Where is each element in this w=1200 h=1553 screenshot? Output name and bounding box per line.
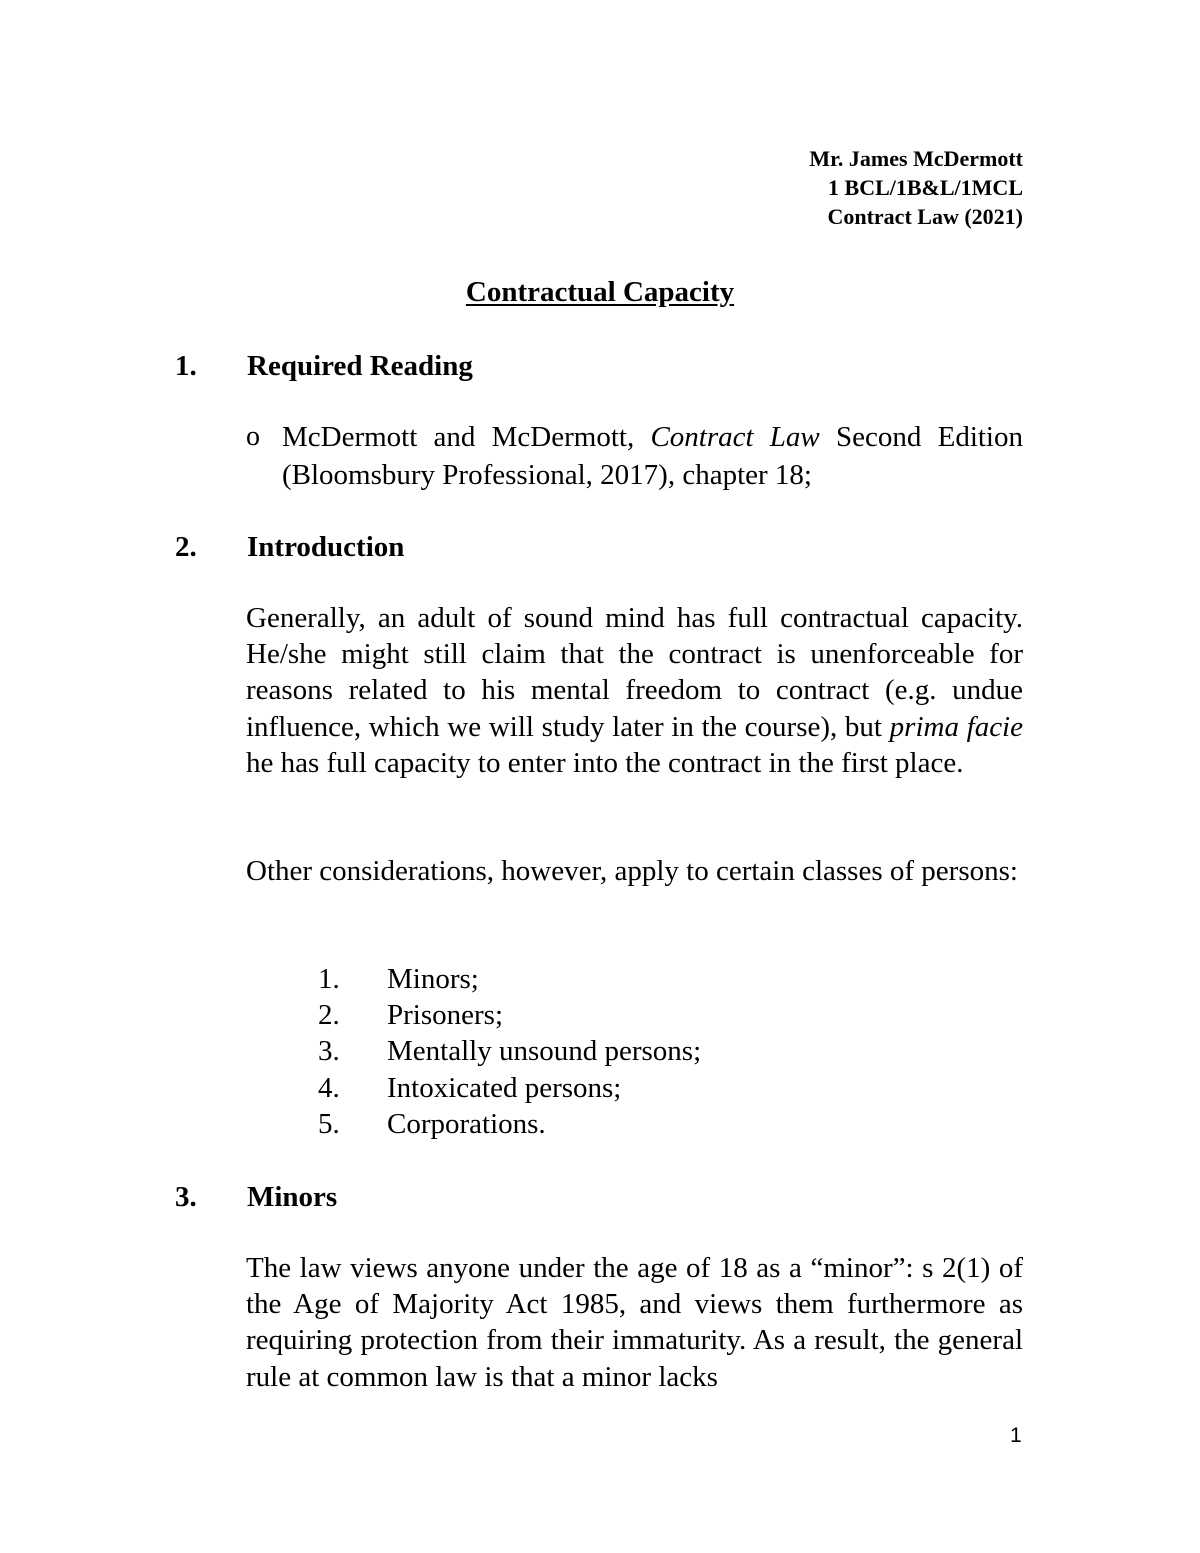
page-number: 1 (1010, 1424, 1022, 1447)
list-item (318, 961, 701, 997)
paragraph-text: he has full capacity to enter into the contract in the first place. (246, 746, 964, 779)
classes-paragraph: Other considerations, however, apply to certain classes of persons: (246, 855, 1018, 887)
course-title: Contract Law (2021) (827, 204, 1023, 229)
reading-citation (282, 418, 1023, 494)
list-number: 3. (318, 1035, 340, 1068)
author-name: Mr. James McDermott (809, 146, 1023, 171)
course-codes: 1 BCL/1B&L/1MCL (828, 175, 1023, 200)
list-item (318, 1033, 701, 1069)
citation-details: Second Edition (Bloomsbury Professional, 2017), chapter 18; (282, 421, 1023, 491)
list-number: 4. (318, 1071, 340, 1104)
section-heading-minors (175, 1177, 337, 1217)
paragraph-text: Generally, an adult of sound mind has full contractual capacity. He/she might still claim that the contract is unenforceable for reasons related to his mental freedom to contract (e.g. undue influence, which we will study later in the course), but (246, 602, 1023, 743)
section-title: Required Reading (247, 350, 473, 382)
section-title: Minors (247, 1181, 338, 1213)
list-item (318, 997, 701, 1033)
list-text: Corporations. (387, 1107, 546, 1140)
minors-paragraph: The law views anyone under the age of 18 as a “minor”: s 2(1) of the Age of Majority Act 1985, and views them furthermore as requiring protection from their immaturity. As a result, the general rule at common law is that a minor lacks (246, 1252, 1023, 1393)
list-item (318, 1070, 701, 1106)
latin-term: prima facie (889, 710, 1023, 743)
citation-book-title: Contract Law (650, 421, 820, 453)
section-number: 1. (175, 350, 197, 382)
list-number: 5. (318, 1107, 340, 1140)
section-number: 2. (175, 531, 197, 563)
citation-authors: McDermott and McDermott, (282, 421, 651, 453)
list-item (318, 1106, 701, 1142)
section-heading-required-reading (175, 346, 473, 386)
list-text: Mentally unsound persons; (387, 1035, 702, 1068)
list-number: 1. (318, 963, 340, 995)
introduction-paragraph (246, 600, 1023, 781)
list-number: 2. (318, 999, 340, 1032)
section-title: Introduction (247, 531, 405, 563)
page-title: Contractual Capacity (465, 276, 735, 308)
reading-list-item (246, 418, 1023, 494)
classes-list (318, 961, 701, 1142)
list-text: Prisoners; (387, 999, 503, 1032)
list-text: Minors; (387, 963, 479, 995)
document-header (809, 144, 1023, 231)
bullet-marker: o (246, 421, 260, 452)
list-text: Intoxicated persons; (387, 1071, 622, 1104)
section-number: 3. (175, 1181, 197, 1213)
section-heading-introduction (175, 527, 404, 567)
